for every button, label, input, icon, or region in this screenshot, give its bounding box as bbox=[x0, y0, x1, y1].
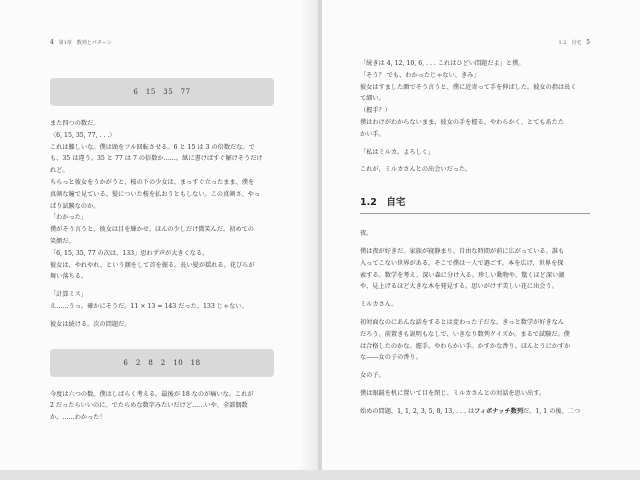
right-paragraph-6 bbox=[360, 299, 590, 311]
text-line: れど。 bbox=[50, 167, 69, 175]
text-line: 「そう？ でも、わかったじゃない、きみ」 bbox=[360, 71, 480, 79]
left-paragraph-2 bbox=[50, 289, 274, 313]
right-paragraph-8 bbox=[360, 370, 590, 382]
text-line: 入ってこない世界がある。そこで僕は一人で過ごす。本を広げ、世界を探 bbox=[360, 259, 564, 267]
text-line: 「計算ミス」 bbox=[50, 291, 88, 299]
text-line: 「私はミルカ。よろしく」 bbox=[360, 148, 435, 156]
text-line: かい手。 bbox=[360, 130, 385, 138]
right-paragraph-7 bbox=[360, 317, 590, 364]
text-line bbox=[360, 406, 590, 418]
text-line: て細い。 bbox=[360, 95, 385, 103]
text-span: だ。1, 1 の後、二つ bbox=[523, 407, 581, 415]
text-line: 僕がそう言うと、彼女は目を輝かせ、ほんの少しだけ微笑んだ。初めての bbox=[50, 226, 254, 234]
text-line: 「わかった」 bbox=[50, 214, 88, 222]
text-line: な――女の子の香り。 bbox=[360, 354, 422, 362]
text-line: 「続きは 4, 12, 10, 6, . . . これはひどい問題だよ」と僕。 bbox=[360, 60, 525, 67]
text-line: 彼女は続ける。次の問題だ。 bbox=[50, 320, 131, 328]
text-line: これは難しいな。僕は頭をフル回転させる。6 と 15 は 3 の倍数だな。で bbox=[50, 143, 255, 151]
text-line: 僕は夜が好きだ。家族が寝静まり、自由な時間が前に広がっている。誰も bbox=[360, 247, 565, 255]
text-line: 〈6, 15, 35, 77, . . .〉 bbox=[50, 131, 116, 139]
right-paragraph-4 bbox=[360, 228, 590, 240]
right-paragraph-5 bbox=[360, 246, 590, 293]
term-fibonacci: フィボナッチ数列 bbox=[474, 407, 524, 415]
left-page-number: 4 bbox=[50, 39, 54, 46]
right-running-head bbox=[360, 38, 590, 48]
text-line: また四つの数だ。 bbox=[50, 120, 100, 127]
text-line: は合格したのかな。握手。やわらかい手。かすかな香り。ほんとうにかすか bbox=[360, 342, 571, 350]
text-line: これが、ミルカさんとの出会いだった。 bbox=[360, 166, 472, 174]
text-line: 「6, 15, 35, 77 の次は、133」思わず声が大きくなる。 bbox=[50, 249, 209, 257]
left-paragraph-3 bbox=[50, 319, 274, 331]
sequence-box-1: 6 15 35 77 bbox=[50, 78, 274, 106]
text-line: 笑顔だ。 bbox=[50, 237, 75, 245]
text-line: ぱり試験なのか。 bbox=[50, 202, 100, 210]
text-line: だろう。前置きも説明もなしで、いきなり数列クイズか。まるで試験だ。僕 bbox=[360, 330, 570, 338]
left-page bbox=[0, 0, 318, 480]
bottom-bar bbox=[0, 470, 640, 480]
text-span: 始めの問題、1, 1, 2, 3, 5, 8, 13, . . . は bbox=[360, 407, 475, 415]
right-section-title: 1.2 自宅 bbox=[558, 40, 582, 46]
text-line: 僕はわけがわからないまま、彼女の手を握る。やわらかく、とてもあたた bbox=[360, 118, 565, 126]
text-line: 彼女は、やれやれ、という顔をして首を振る。長い髪が揺れる。花びらが bbox=[50, 261, 255, 269]
left-paragraph-4 bbox=[50, 389, 274, 424]
text-line: も、35 は違う。35 と 77 は 7 の倍数か……。紙に書けばすぐ解けそうだけ bbox=[50, 155, 263, 163]
right-paragraph-1 bbox=[360, 58, 590, 141]
left-paragraph-1 bbox=[50, 118, 274, 283]
text-line: ミルカさん。 bbox=[360, 301, 398, 309]
section-heading: 1.2 自宅 bbox=[360, 194, 590, 214]
text-line: や、見上げるほど大きな木を発見する。思いがけず美しい花に出会う。 bbox=[360, 283, 558, 291]
text-line: 僕は眼鏡を机に置いて目を閉じ、ミルカさんとの対話を思い出す。 bbox=[360, 389, 546, 397]
left-chapter-title: 第1章 数列とパターン bbox=[58, 40, 112, 46]
left-running-head bbox=[50, 38, 274, 48]
text-line: ちらっと彼女をうかがうと、桜の下の少女は、まっすぐ立ったまま、僕を bbox=[50, 178, 255, 186]
text-line: え……うっ。確かにそうだ。11 × 13 = 143 だった。133 じゃない。 bbox=[50, 302, 248, 310]
text-line: （握手？） bbox=[360, 107, 391, 115]
right-paragraph-10 bbox=[360, 406, 590, 418]
text-line: 初対面なのにあんな話をするとは変わった子だな。きっと数学が好きなん bbox=[360, 318, 565, 326]
text-line: 真剣な瞳で見ている。髪についた桜を払おうともしない。この真剣さ、やっ bbox=[50, 190, 261, 198]
right-paragraph-9 bbox=[360, 388, 590, 400]
right-page-number: 5 bbox=[586, 39, 590, 46]
text-line: 彼女はすました顔でそう言うと、僕に近寄って手を伸ばした。彼女の指は長く bbox=[360, 83, 577, 91]
right-paragraph-3 bbox=[360, 164, 590, 176]
right-paragraph-2 bbox=[360, 147, 590, 159]
text-line: 2 だったらいいのに。でたらめな数字みたいだけど……いや、全部偶数 bbox=[50, 402, 248, 410]
right-page bbox=[322, 0, 640, 480]
sequence-box-2: 6 2 8 2 10 18 bbox=[50, 349, 274, 377]
text-line: 女の子。 bbox=[360, 372, 385, 380]
text-line: 舞い落ちる。 bbox=[50, 273, 88, 281]
text-line: か。……わかった！ bbox=[50, 414, 106, 422]
text-line: 今度は六つの数。僕はしばらく考える。最後が 18 なのが痛いな。これが bbox=[50, 390, 254, 398]
text-line: 索する。数学を考え、深い森に分け入る。珍しい動物や、驚くほど深い湖 bbox=[360, 271, 565, 279]
text-line: 夜。 bbox=[360, 230, 373, 238]
